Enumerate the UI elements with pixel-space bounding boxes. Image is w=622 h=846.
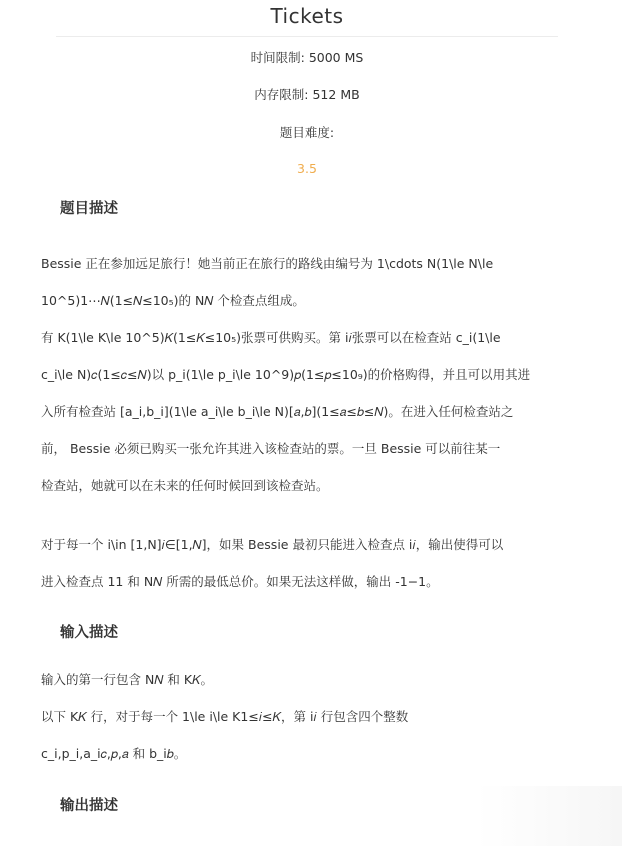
text-line: 入所有检查站 [a_i,b_i](1\le a_i\le b_i\le N)[𝑎,𝑏](1≤𝑎≤𝑏≤𝑁)。在进入任何检查站之 — [41, 404, 514, 419]
difficulty-label: 题目难度: — [279, 125, 335, 140]
time-limit: 时间限制: 5000 MS — [250, 50, 364, 65]
text-line: 输入的第一行包含 N𝑁 和 K𝐾。 — [41, 672, 214, 687]
text-line: 进入检查点 11 和 N𝑁 所需的最低总价。如果无法这样做，输出 -1−1。 — [41, 574, 439, 589]
text-line: 前， Bessie 必须已购买一张允许其进入该检查站的票。一旦 Bessie 可以前往某一 — [41, 441, 501, 456]
input-heading: 输入描述 — [60, 625, 118, 641]
text-line: 有 K(1\le K\le 10^5)𝐾(1≤𝐾≤10₅)张票可供购买。第 i𝑖张票可以在检查站 c_i(1\le — [41, 330, 501, 345]
output-heading: 输出描述 — [60, 798, 118, 814]
text-line: 检查站，她就可以在未来的任何时候回到该检查站。 — [41, 478, 329, 493]
text-line: c_i\le N)𝑐(1≤𝑐≤𝑁)以 p_i(1\le p_i\le 10^9)𝑝(1≤𝑝≤10₉)的价格购得，并且可以用其进 — [41, 367, 531, 382]
memory-limit: 内存限制: 512 MB — [254, 87, 360, 102]
text-line: 10^5)1⋯𝑁(1≤𝑁≤10₅)的 N𝑁 个检查点组成。 — [41, 293, 305, 308]
difficulty-value: 3.5 — [297, 161, 317, 176]
text-line: 对于每一个 i\in [1,N]𝑖∈[1,𝑁]，如果 Bessie 最初只能进入检查点 i𝑖，输出使得可以 — [41, 537, 504, 552]
text-line: Bessie 正在参加远足旅行！她当前正在旅行的路线由编号为 1\cdots N(1\le N\le — [41, 256, 494, 271]
scroll-fade — [476, 786, 622, 846]
title-divider — [56, 36, 558, 37]
page-title: Tickets — [270, 4, 344, 28]
text-line: c_i,p_i,a_i𝑐,𝑝,𝑎 和 b_i𝑏。 — [41, 746, 187, 761]
text-line: 以下 K𝐾 行，对于每一个 1\le i\le K1≤𝑖≤𝐾，第 i𝑖 行包含四个整数 — [41, 709, 409, 724]
description-heading: 题目描述 — [60, 201, 118, 217]
